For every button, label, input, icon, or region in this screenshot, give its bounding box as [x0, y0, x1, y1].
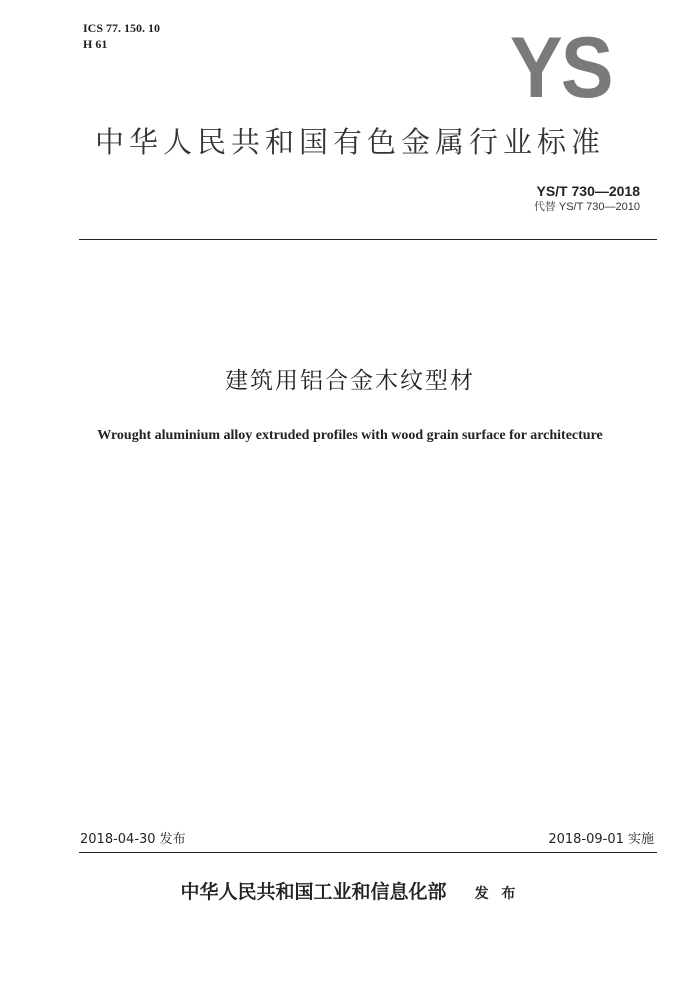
- document-title-en: Wrought aluminium alloy extruded profiles with wood grain surface for architecture: [97, 428, 603, 443]
- standard-code: YS/T 730—2018: [536, 183, 640, 199]
- document-title-zh: 建筑用铝合金木纹型材: [225, 368, 475, 394]
- header-codes: [83, 20, 160, 52]
- ics-code: ICS 77. 150. 10: [83, 21, 161, 35]
- ys-logo: YS: [510, 20, 612, 116]
- standard-code-block: [534, 182, 640, 215]
- classification-code: H 61: [83, 37, 108, 51]
- issuer-name: 中华人民共和国工业和信息化部: [180, 881, 447, 903]
- replaces-code: 代替 YS/T 730—2010: [533, 201, 640, 213]
- bottom-divider: [79, 852, 657, 853]
- issuer-action: 发 布: [474, 886, 520, 902]
- standard-category-title: 中华人民共和国有色金属行业标准: [94, 125, 605, 159]
- top-divider: [79, 239, 657, 240]
- issue-date: 2018-04-30 发布: [80, 832, 186, 847]
- issuer: [0, 879, 700, 907]
- implementation-date: 2018-09-01 实施: [548, 832, 654, 847]
